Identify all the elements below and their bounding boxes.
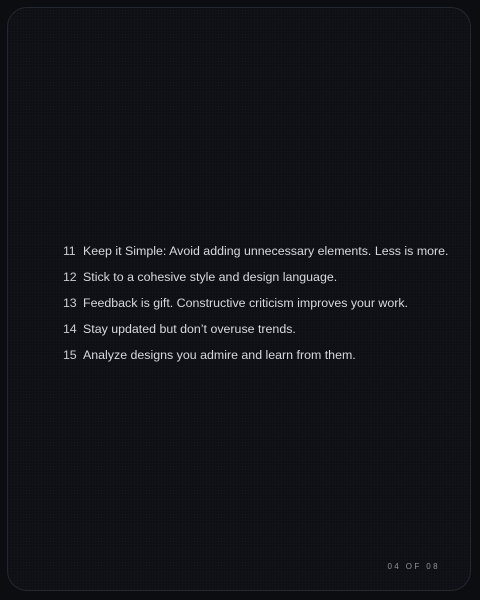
- tip-number: 14: [63, 322, 77, 336]
- tip-number: 12: [63, 270, 77, 284]
- page-indicator: 04 OF 08: [387, 562, 440, 571]
- tip-text: Analyze designs you admire and learn from them.: [83, 348, 356, 362]
- list-item: [63, 244, 449, 270]
- slide-card: [7, 7, 471, 591]
- tip-text: Stick to a cohesive style and design language.: [83, 270, 338, 284]
- tips-list: [63, 244, 449, 374]
- tip-text: Feedback is gift. Constructive criticism improves your work.: [83, 296, 409, 310]
- tip-text: Keep it Simple: Avoid adding unnecessary elements. Less is more.: [83, 244, 449, 258]
- list-item: [63, 270, 449, 296]
- tip-text: Stay updated but don’t overuse trends.: [83, 322, 296, 336]
- tip-number: 15: [63, 348, 77, 362]
- tip-number: 11: [63, 244, 76, 258]
- list-item: [63, 348, 449, 374]
- list-item: [63, 296, 449, 322]
- tip-number: 13: [63, 296, 77, 310]
- list-item: [63, 322, 449, 348]
